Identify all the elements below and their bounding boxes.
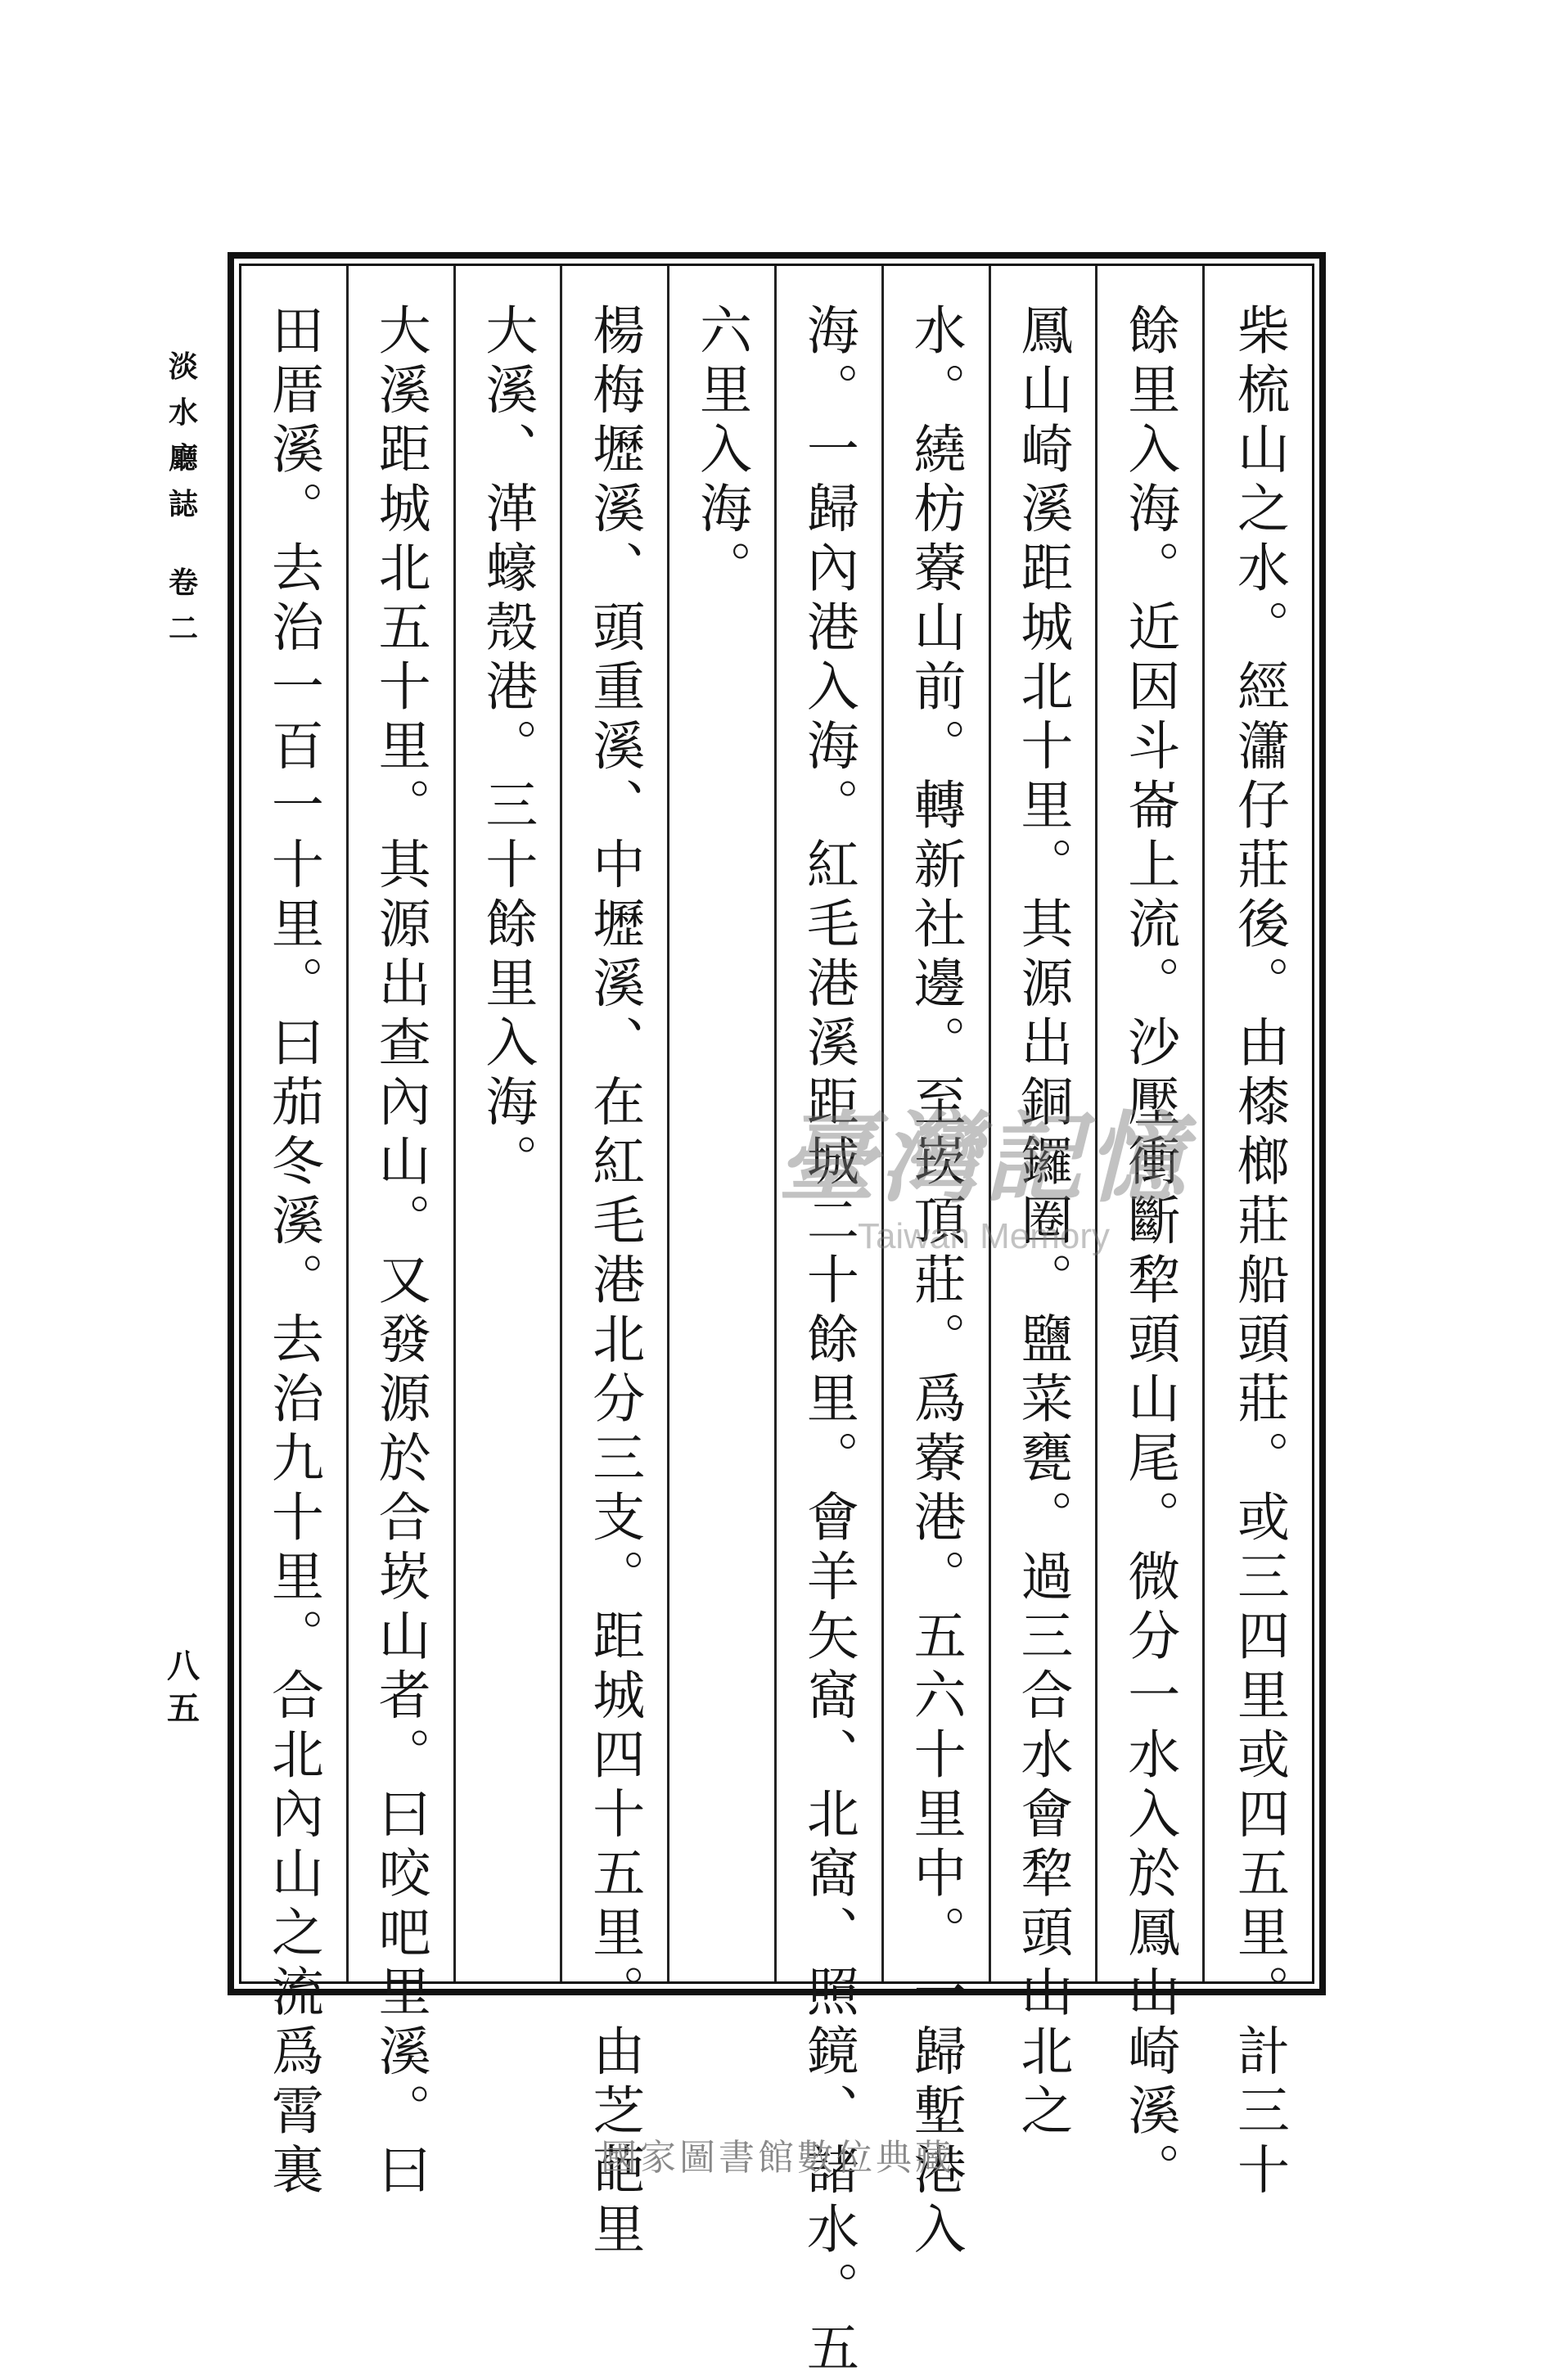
text-column-3 [991, 266, 1098, 2143]
footer-credit: 國家圖書館數位典藏 [601, 2137, 954, 2179]
page-number-char: 五 [167, 1689, 200, 1728]
column-text: 六里入海。 [691, 303, 752, 600]
text-column-7 [562, 266, 669, 2261]
text-column-5 [777, 266, 884, 2380]
margin-title-char: 水 [168, 395, 198, 430]
text-column-6 [669, 266, 777, 1981]
column-text: 海。一歸內港入海。紅毛港溪距城二十餘里。會羊矢窩、北窩、照鏡、諸水。五 [797, 303, 859, 2380]
margin-title-char: 廳 [168, 441, 198, 476]
page-number-char: 八 [167, 1647, 200, 1685]
watermark-text-cn: 臺灣記憶 [778, 1101, 1190, 1216]
text-column-1 [1205, 266, 1312, 2202]
text-column-2 [1098, 266, 1205, 2202]
column-text: 田厝溪。去治一百一十里。曰茄冬溪。去治九十里。合北內山之流爲霄裏 [262, 303, 323, 2202]
column-text: 大溪、㴖蠔殼港。三十餘里入海。 [476, 303, 538, 1193]
margin-title-char: 淡 [168, 349, 198, 384]
margin-volume-char: 二 [168, 611, 198, 646]
column-text: 餘里入海。近因斗崙上流。沙壓衝斷犂頭山尾。微分一水入於鳳山崎溪。 [1119, 303, 1180, 2202]
column-text: 柴梳山之水。經𤄙仔莊後。由㯃榔莊船頭莊。或三四里或四五里。計三十 [1228, 303, 1289, 2202]
margin-volume-char: 卷 [168, 566, 198, 600]
watermark-text-en: Taiwan Memory [857, 1216, 1111, 1256]
text-column-9 [349, 266, 456, 2202]
page-number [160, 1645, 206, 1730]
column-text: 鳳山崎溪距城北十里。其源出銅鑼圈。鹽菜甕。過三合水會犂頭山北之 [1012, 303, 1073, 2143]
text-column-8 [456, 266, 563, 1981]
margin-title-char: 誌 [168, 487, 198, 521]
margin-book-title [160, 344, 206, 651]
column-text: 水。繞枋藔山前。轉新社邊。至崁頂莊。爲藔港。五六十里中。一歸塹港入 [904, 303, 966, 2261]
text-column-4 [884, 266, 991, 2261]
column-text: 楊梅壢溪、頭重溪、中壢溪、在紅毛港北分三支。距城四十五里。由芝葩里 [584, 303, 645, 2261]
text-column-10 [241, 266, 349, 2202]
column-text: 大溪距城北五十里。其源出查內山。又發源於合崁山者。曰咬吧里溪。曰 [369, 303, 430, 2202]
